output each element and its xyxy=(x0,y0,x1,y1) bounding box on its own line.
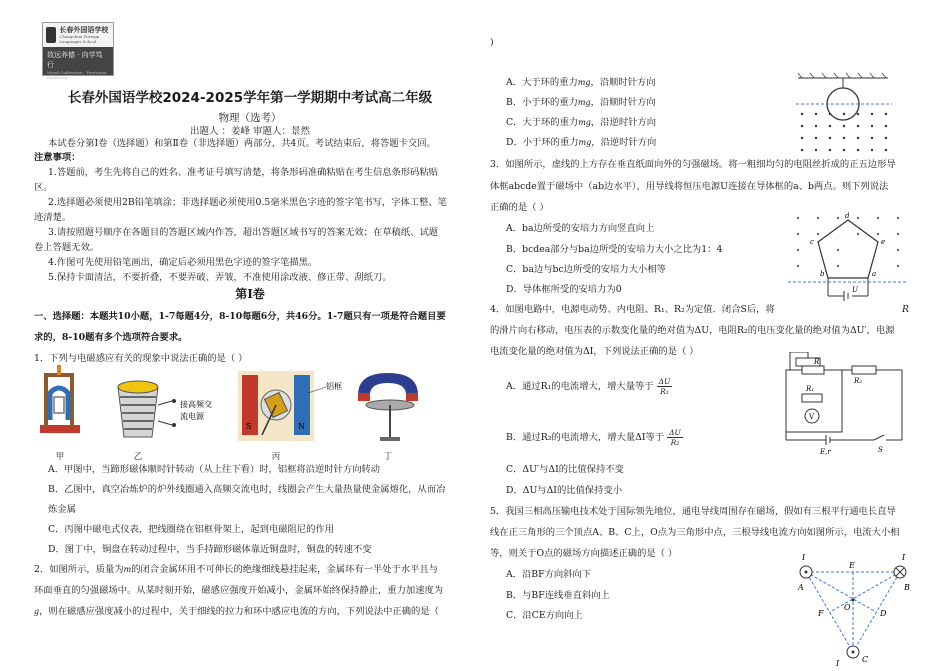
q1-stem: 1．下列与电磁感应有关的现象中说法正确的是（ ） xyxy=(34,353,248,364)
q5-label-b: B xyxy=(904,583,910,592)
q2-line-3 xyxy=(34,605,439,618)
q2-l1: 2．如图所示，质量为 xyxy=(34,564,124,575)
q4-label-er: E,r xyxy=(820,448,831,456)
note-5: 5.保持卡面清洁，不要折叠，不要弄破、弄皱，不准使用涂改液、修正带、刮纸刀。 xyxy=(48,272,392,283)
q2-line-2 xyxy=(34,584,443,597)
fig-bing-n: N xyxy=(298,422,305,431)
note-1: 1.答题前，考生先将自己的姓名、准考证号填写清楚，将条形码准确粘贴在考生信息条形码粘贴 xyxy=(48,167,439,178)
q5-option-c: C．沿CE方向向上 xyxy=(506,610,583,621)
q5-line-1: 5．我国三相高压输电技术处于国际领先地位，通电导线周围存在磁场，假如有三根平行通电长直导 xyxy=(490,506,896,517)
q3-label-b: b xyxy=(820,270,825,278)
q1-option-b: B．乙图中，真空冶炼炉的炉外线圈通入高频交流电时，线圈会产生大量热量使金属熔化，从而冶 xyxy=(48,484,446,495)
q4-circuit-figure xyxy=(782,352,908,456)
q2-g: g xyxy=(34,607,40,616)
q3-label-e: e xyxy=(881,238,886,246)
q3-line-1: 3．如图所示，虚线的上方存在垂直纸面向外的匀强磁场。将一粗细均匀的电阻丝折成的正五边形导 xyxy=(490,159,896,170)
q1-figures xyxy=(40,365,470,460)
q4-option-c: C．ΔU′与ΔI的比值保持不变 xyxy=(506,464,624,475)
q5-label-c: C xyxy=(862,655,869,664)
fig-bing xyxy=(238,371,342,441)
q4-option-b: B．通过R₂的电流增大，增大量ΔI等于 $\frac{\Delta U}{\text{R₂}}$ xyxy=(506,428,681,447)
fig-caption-bing: 丙 xyxy=(271,452,281,462)
q2-figure xyxy=(788,72,898,154)
q5-label-e: E xyxy=(849,561,855,570)
q3-label-a: a xyxy=(872,270,877,278)
q4-line-1-r: R xyxy=(902,304,909,315)
exam-subject: 物理（选考） xyxy=(218,112,282,124)
notes-title: 注意事项： xyxy=(34,152,81,163)
fig-yi-text-2: 流电源 xyxy=(180,412,204,421)
logo-school-name-en: Changchun Foreign Languages School xyxy=(59,34,100,44)
school-logo xyxy=(42,22,114,80)
q5-label-a: A xyxy=(798,583,804,592)
q2-l2: 环面垂直的匀强磁场中。从某时刻开始，磁感应强度开始减小，金属环始终保持静止，重力加速度为 xyxy=(34,585,444,596)
q4-label-v: V xyxy=(809,413,815,421)
q4-label-r: R xyxy=(814,358,820,366)
q5-option-a: A．沿BF方向斜向下 xyxy=(506,569,592,580)
exam-authors: 出题人 ：姜峰 审题人：景然 xyxy=(189,126,311,137)
logo-motto-en: Moral Cultivation · Persistent Endeavors xyxy=(47,70,107,80)
q5-line-2: 线在正三角形的三个顶点A、B、C上，O点为三角形中点，三根导线电流方向如图所示，电流大小相 xyxy=(490,527,900,538)
q5-label-ia: I xyxy=(802,553,806,562)
q2-close-paren: ) xyxy=(490,37,494,48)
q4-frac-b: $\frac{\Delta U}{\text{R₂}}$ xyxy=(669,428,681,447)
q2-option-a: A．大于环的重力mg，沿顺时针方向 xyxy=(506,77,656,88)
q5-label-d: D xyxy=(880,609,887,618)
q1-option-c: C．丙图中磁电式仪表，把线圈绕在铝框骨架上，起到电磁阻尼的作用 xyxy=(48,524,335,535)
exam-title: 长春外国语学校2024-2025学年第一学期期中考试高二年级 xyxy=(67,90,433,106)
q2-option-b: B．小于环的重力mg，沿顺时针方向 xyxy=(506,97,656,108)
fig-jia xyxy=(40,365,80,433)
note-2: 2.选择题必须使用2B铅笔填涂；非选择题必须使用0.5毫米黑色字迹的签字笔书写，字体工整、笔 xyxy=(48,197,447,208)
q3-label-d: d xyxy=(845,212,850,220)
q4-line-3: 电流变化量的绝对值为ΔI，下列说法正确的是（ ） xyxy=(490,346,699,357)
q3-label-u: U xyxy=(852,286,858,294)
fig-caption-jia: 甲 xyxy=(55,452,65,462)
q4-frac-a: $\frac{\Delta U}{\text{R₁}}$ xyxy=(658,377,671,396)
q4-option-a: A．通过R₁的电流增大，增大量等于 $\frac{\Delta U}{\text{R₁}}$ xyxy=(506,377,671,396)
q4-line-1: 4．如图电路中，电源电动势、内电阻、R₁、R₂为定值．闭合S后，将 xyxy=(490,304,775,315)
fig-yi-text-1: 接高频交 xyxy=(180,400,212,409)
fig-bing-frame: 铝框 xyxy=(326,382,342,391)
q3-label-c: c xyxy=(810,238,814,246)
q5-label-ib: I xyxy=(902,553,906,562)
section-title: 第Ⅰ卷 xyxy=(235,287,265,301)
note-4: 4.作图可先使用铅笔画出，确定后必须用黑色字迹的签字笔描黑。 xyxy=(48,257,318,268)
q1-figure-svg xyxy=(40,365,470,450)
fig-bing-s: S xyxy=(246,422,252,431)
logo-motto: 致远养德 · 向学笃行 xyxy=(47,51,103,69)
q5-label-o: O xyxy=(844,603,851,612)
q2-l1b: 的闭合金属环用不可伸长的绝缘细线悬挂起来，金属环有一半处于水平且与 xyxy=(131,564,438,575)
q4-label-r1: R₁ xyxy=(806,385,815,393)
fig-ding xyxy=(358,373,418,441)
fig-caption-yi: 乙 xyxy=(133,452,143,462)
logo-school-name: 长春外国语学校 xyxy=(59,25,109,34)
q1-option-d: D．图丁中，铜盘在转动过程中，当手持蹄形磁体靠近铜盘时，铜盘的转速不变 xyxy=(48,544,372,555)
q2-l3: ，则在磁感应强度减小的过程中，关于细线的拉力和环中感应电流的方向，下列说法中正确的是（ xyxy=(39,606,439,617)
q2-line-1 xyxy=(34,563,438,576)
q5-option-b: B．与BF连线垂直斜向上 xyxy=(506,590,610,601)
fig-yi xyxy=(118,381,212,437)
q4-line-2: 的滑片向右移动，电压表的示数变化量的绝对值为ΔU，电阻R₂的电压变化量的绝对值为ΔU′，电源 xyxy=(490,325,895,336)
note-1b: 区。 xyxy=(34,182,53,193)
section-desc-1: 一、选择题：本题共10小题，1-7每题4分，8-10每题6分，共46分。1-7题只有一项是符合题目要 xyxy=(34,311,446,322)
q5-label-ic: I xyxy=(836,659,840,668)
note-3b: 卷上答题无效。 xyxy=(34,242,100,253)
q3-line-2: 体框abcde置于磁场中（ab边水平），用导线将恒压电源U连接在导体框的a、b两点。则下列说法 xyxy=(490,181,889,192)
q3-option-c: C．ba边与bc边所受的安培力大小相等 xyxy=(506,264,666,275)
fig-caption-ding: 丁 xyxy=(383,452,393,462)
q2-option-d: D．小于环的重力mg，沿逆时针方向 xyxy=(506,137,657,148)
q2-m: m xyxy=(123,565,132,574)
q4-label-r2: R₂ xyxy=(854,377,863,385)
q2-field-dots xyxy=(801,113,887,151)
note-2b: 迹清楚。 xyxy=(34,212,72,223)
q4-label-s: S xyxy=(878,446,883,454)
q5-line-3: 等，则关于O点的磁场方向描述正确的是（ ） xyxy=(490,548,678,559)
note-3: 3.请按照题号顺序在各题目的答题区域内作答，超出答题区域书写的答案无效；在草稿纸、试题 xyxy=(48,227,439,238)
school-emblem-icon xyxy=(46,27,56,43)
section-desc-2: 求的，8-10题有多个选项符合要求。 xyxy=(34,332,188,343)
q5-triangle-figure xyxy=(792,550,916,668)
q3-option-d: D．导体框所受的安培力为0 xyxy=(506,284,622,295)
q1-option-a: A．甲图中，当蹄形磁体顺时针转动（从上往下看）时，铝框将沿逆时针方向转动 xyxy=(48,464,381,475)
q4-option-d: D．ΔU与ΔI的比值保持变小 xyxy=(506,485,623,496)
q3-line-3: 正确的是（ ） xyxy=(490,202,549,213)
q3-option-b: B．bcdea部分与ba边所受的安培力大小之比为1：4 xyxy=(506,244,723,255)
q3-option-a: A．ba边所受的安培力方向竖直向上 xyxy=(506,223,655,234)
intro-line: 本试卷分第Ⅰ卷（选择题）和第Ⅱ卷（非选择题）两部分，共4页。考试结束后，将答题卡交回。 xyxy=(48,138,436,149)
q2-option-c: C．大于环的重力mg，沿逆时针方向 xyxy=(506,117,657,128)
q3-figure xyxy=(788,210,908,302)
q1-option-b2: 炼金属 xyxy=(48,504,76,515)
q5-label-f: F xyxy=(818,609,824,618)
